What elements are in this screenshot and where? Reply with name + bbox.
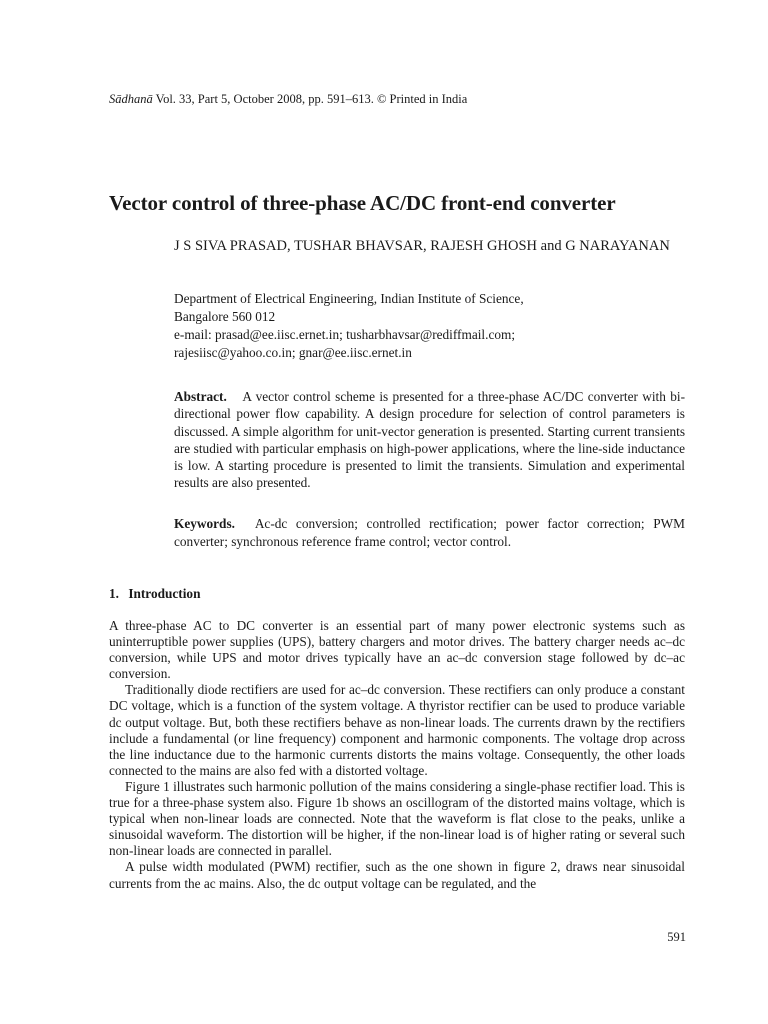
affiliation-department: Department of Electrical Engineering, Indian Institute of Science, xyxy=(174,291,524,306)
affiliation-city: Bangalore 560 012 xyxy=(174,309,276,324)
abstract-label: Abstract. xyxy=(174,389,227,404)
section-title: Introduction xyxy=(128,586,201,601)
affiliation-block xyxy=(174,290,694,362)
section-heading xyxy=(109,586,200,602)
paper-title: Vector control of three-phase AC/DC front-end converter xyxy=(109,191,616,215)
keywords-label: Keywords. xyxy=(174,516,235,531)
body-paragraph: Figure 1 illustrates such harmonic pollution of the mains considering a single-phase rectifier load. This is true for a three-phase system also. Figure 1b shows an oscillogram of the distorted mains voltage, which is typical when non-linear loads are connected. Note that the waveform is flat close to the peaks, unlike a sinusoidal waveform. The distortion will be higher, if the non-linear load is of higher rating or several such non-linear loads are connected in parallel. xyxy=(109,778,685,859)
keywords xyxy=(174,515,685,551)
journal-details: Vol. 33, Part 5, October 2008, pp. 591–613. © Printed in India xyxy=(155,92,468,106)
abstract-text: A vector control scheme is presented for a three-phase AC/DC converter with bi-directional power flow capability. A design procedure for selection of control parameters is discussed. A simple algorithm for unit-vector generation is presented. Starting current transients are studied with particular emphasis on high-power applications, where the line-side inductance is low. A starting procedure is presented to limit the transients. Simulation and experimental results are also presented. xyxy=(174,389,685,491)
body-paragraph: A three-phase AC to DC converter is an essential part of many power electronic systems such as uninterruptible power supplies (UPS), battery chargers and motor drives. The battery charger needs ac–dc conversion, while UPS and motor drives typically have an ac–dc conversion stage followed by dc–ac conversion. xyxy=(109,618,685,682)
abstract xyxy=(174,388,685,492)
body-paragraph: A pulse width modulated (PWM) rectifier, such as the one shown in figure 2, draws near sinusoidal currents from the ac mains. Also, the dc output voltage can be regulated, and the xyxy=(109,859,685,891)
journal-name: Sādhanā xyxy=(109,92,153,106)
affiliation-email-line-1: e-mail: prasad@ee.iisc.ernet.in; tusharbhavsar@rediffmail.com; xyxy=(174,327,516,342)
affiliation-email-line-2: rajesiisc@yahoo.co.in; gnar@ee.iisc.ernet.in xyxy=(174,345,412,360)
body-paragraph: Traditionally diode rectifiers are used for ac–dc conversion. These rectifiers can only produce a constant DC voltage, which is a function of the system voltage. A thyristor rectifier can be used to produce variable dc output voltage. But, both these rectifiers behave as non-linear loads. The currents drawn by the rectifiers include a fundamental (or line frequency) component and harmonic components. The voltage drop across the line inductance due to the harmonic currents distorts the mains voltage. Consequently, the other loads connected to the mains are also fed with a distorted voltage. xyxy=(109,682,685,778)
page-number: 591 xyxy=(667,930,686,944)
author-list: J S SIVA PRASAD, TUSHAR BHAVSAR, RAJESH GHOSH and G NARAYANAN xyxy=(174,238,670,254)
section-body xyxy=(109,618,685,892)
journal-citation xyxy=(109,92,467,107)
keywords-text: Ac-dc conversion; controlled rectification; power factor correction; PWM converter; synchronous reference frame control; vector control. xyxy=(174,516,685,549)
section-number: 1. xyxy=(109,586,119,601)
